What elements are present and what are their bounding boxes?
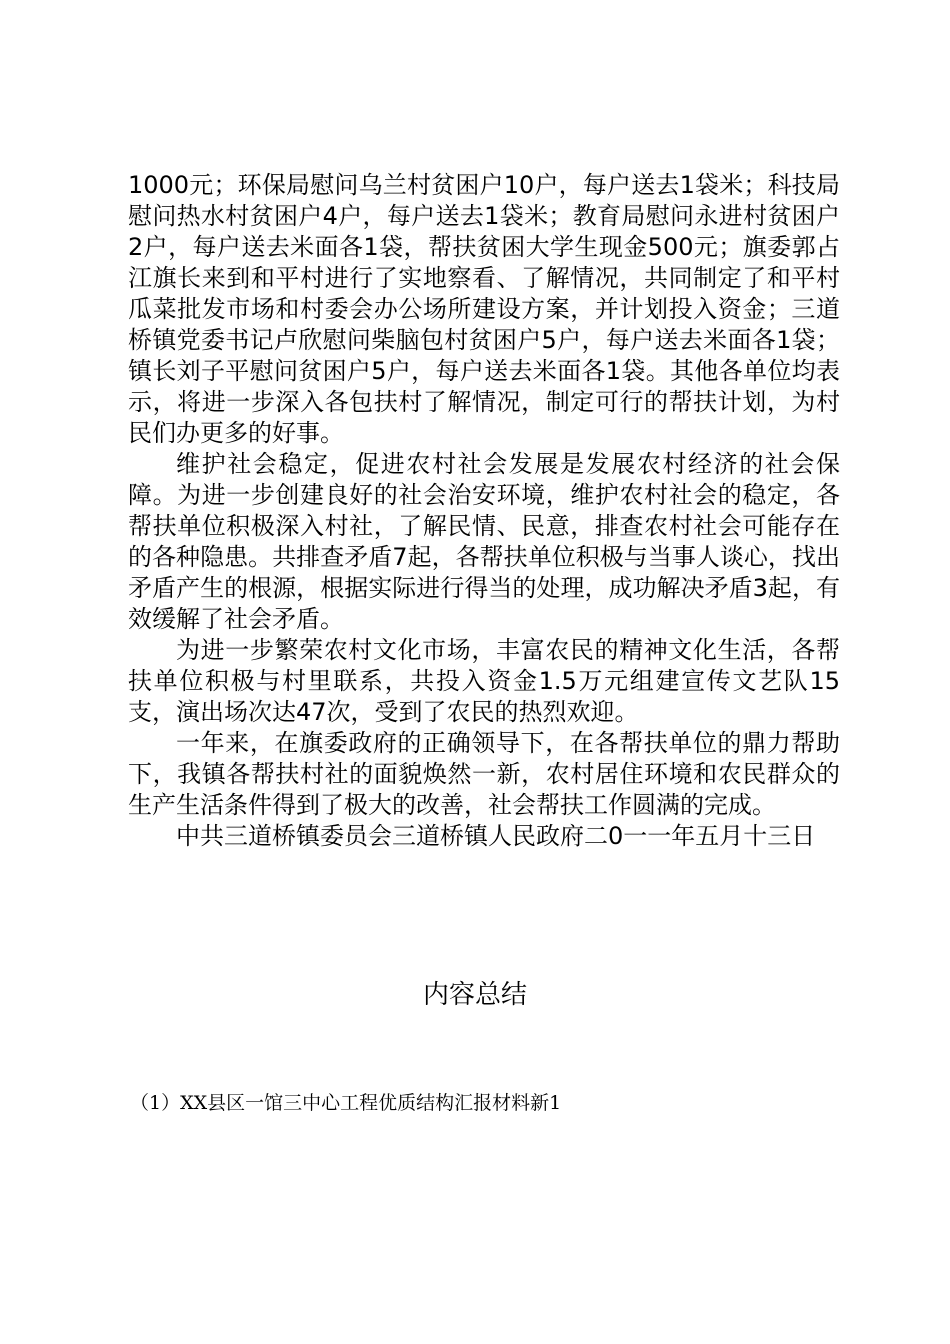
- document-body: [128, 170, 840, 852]
- summary-title: 内容总结: [422, 980, 527, 1010]
- summary-item: （1）XX县区一馆三中心工程优质结构汇报材料新1: [130, 1092, 562, 1114]
- paragraph-social-stability: 维护社会稳定，促进农村社会发展是发展农村经济的社会保障。为进一步创建良好的社会治安环境，维护农村社会的稳定，各帮扶单位积极深入村社，了解民情、民意，排查农村社会可能存在的各种隐患。共排查矛盾7起，各帮扶单位积极与当事人谈心，找出矛盾产生的根源，根据实际进行得当的处理，成功解决矛盾3起，有效缓解了社会矛盾。: [128, 450, 840, 633]
- paragraph-signature: 中共三道桥镇委员会三道桥镇人民政府二0一一年五月十三日: [176, 822, 816, 850]
- paragraph-poverty-relief: 1000元；环保局慰问乌兰村贫困户10户，每户送去1袋米；科技局慰问热水村贫困户4户，每户送去1袋米；教育局慰问永进村贫困户2户，每户送去米面各1袋，帮扶贫困大学生现金500元；旗委郭占江旗长来到和平村进行了实地察看、了解情况，共同制定了和平村瓜菜批发市场和村委会办公场所建设方案，并计划投入资金；三道桥镇党委书记卢欣慰问柴脑包村贫困户5户，每户送去米面各1袋；镇长刘子平慰问贫困户5户，每户送去米面各1袋。其他各单位均表示，将进一步深入各包扶村了解情况，制定可行的帮扶计划，为村民们办更多的好事。: [128, 171, 840, 447]
- paragraph-rural-culture: 为进一步繁荣农村文化市场，丰富农民的精神文化生活，各帮扶单位积极与村里联系，共投入资金1.5万元组建宣传文艺队15支，演出场次达47次，受到了农民的热烈欢迎。: [128, 636, 840, 726]
- paragraph-year-summary: 一年来，在旗委政府的正确领导下，在各帮扶单位的鼎力帮助下，我镇各帮扶村社的面貌焕然一新，农村居住环境和农民群众的生产生活条件得到了极大的改善，社会帮扶工作圆满的完成。: [128, 729, 840, 819]
